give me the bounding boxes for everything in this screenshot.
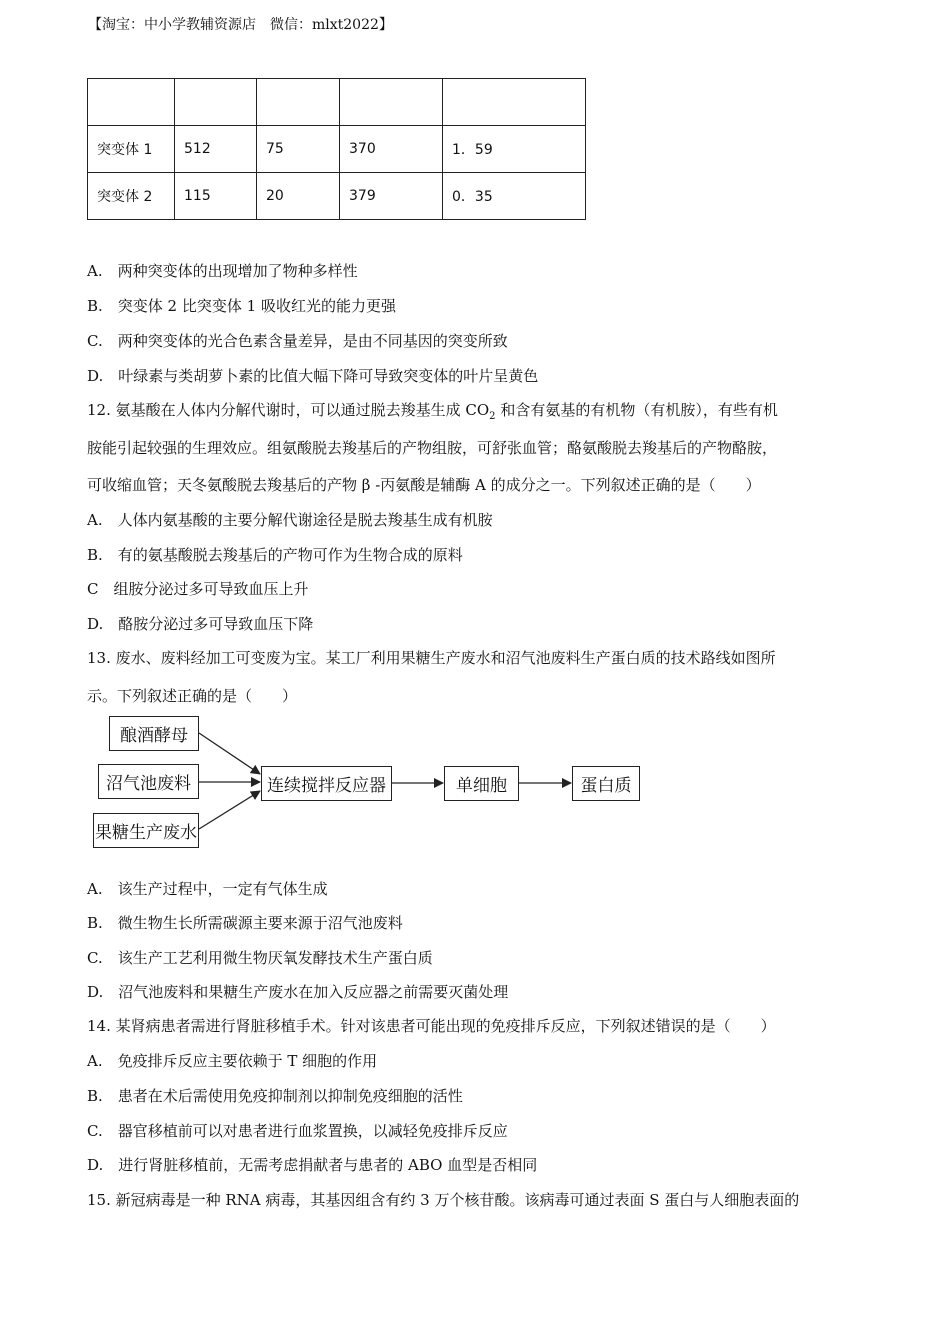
q14-option-c: C. 器官移植前可以对患者进行血浆置换，以减轻免疫排斥反应 — [87, 1122, 508, 1140]
q12-stem-line1: 12. 氨基酸在人体内分解代谢时，可以通过脱去羧基生成 $CO_2$ 和含有氨基的有机物（有机胺），有些有机 — [87, 401, 778, 422]
yeast-box: 酿酒酵母 — [109, 716, 199, 751]
table-cell: 512 — [175, 126, 257, 173]
q14-option-a: A. 免疫排斥反应主要依赖于 T 细胞的作用 — [87, 1052, 378, 1070]
fructose-wastewater-box: 果糖生产废水 — [93, 813, 199, 848]
q13-option-c: C. 该生产工艺利用微生物厌氧发酵技术生产蛋白质 — [87, 949, 433, 967]
q11-option-d: D. 叶绿素与类胡萝卜素的比值大幅下降可导致突变体的叶片呈黄色 — [87, 367, 539, 385]
table-cell: 75 — [257, 126, 340, 173]
table-cell: 0．35 — [443, 173, 586, 220]
table-cell: 1．59 — [443, 126, 586, 173]
table-cell: 379 — [340, 173, 443, 220]
q14-option-d: D. 进行肾脏移植前，无需考虑捐献者与患者的 ABO 血型是否相同 — [87, 1156, 538, 1174]
page-header: 【淘宝：中小学教辅资源店 微信：mlxt2022】 — [88, 17, 393, 33]
q11-option-a: A. 两种突变体的出现增加了物种多样性 — [87, 262, 358, 280]
q13-option-a: A. 该生产过程中，一定有气体生成 — [87, 880, 328, 898]
table-cell: 突变体 2 — [88, 173, 175, 220]
q11-option-c: C. 两种突变体的光合色素含量差异，是由不同基因的突变所致 — [87, 332, 508, 350]
q14-option-b: B. 患者在术后需使用免疫抑制剂以抑制免疫细胞的活性 — [87, 1087, 463, 1105]
table-cell: 20 — [257, 173, 340, 220]
q15-stem: 15. 新冠病毒是一种 RNA 病毒，其基因组含有约 3 万个核苷酸。该病毒可通过表面 S 蛋白与人细胞表面的 — [87, 1191, 800, 1209]
q14-stem: 14. 某肾病患者需进行肾脏移植手术。针对该患者可能出现的免疫排斥反应，下列叙述错误的是（ ） — [87, 1017, 776, 1035]
reactor-box: 连续搅拌反应器 — [261, 766, 392, 801]
biogas-waste-box: 沼气池废料 — [98, 764, 199, 799]
q13-option-d: D. 沼气池废料和果糖生产废水在加入反应器之前需要灭菌处理 — [87, 983, 509, 1001]
q12-option-c: C 组胺分泌过多可导致血压上升 — [87, 580, 309, 598]
table-cell: 115 — [175, 173, 257, 220]
q13-stem-line1: 13. 废水、废料经加工可变废为宝。某工厂利用果糖生产废水和沼气池废料生产蛋白质的技术路线如图所 — [87, 649, 776, 667]
q11-option-b: B. 突变体 2 比突变体 1 吸收红光的能力更强 — [87, 297, 396, 315]
protein-box: 蛋白质 — [572, 766, 640, 801]
q12-stem-line2: 胺能引起较强的生理效应。组氨酸脱去羧基后的产物组胺，可舒张血管；酪氨酸脱去羧基后的产物酪胺， — [87, 439, 778, 457]
q13-stem-line2: 示。下列叙述正确的是（ ） — [87, 687, 298, 705]
q12-option-d: D. 酪胺分泌过多可导致血压下降 — [87, 615, 314, 633]
table-cell: 370 — [340, 126, 443, 173]
q12-stem-line3: 可收缩血管；天冬氨酸脱去羧基后的产物 β -丙氨酸是辅酶 A 的成分之一。下列叙述正确的是（ ） — [87, 476, 761, 494]
arrow-fructose-to-reactor — [199, 791, 260, 829]
single-cell-box: 单细胞 — [444, 766, 519, 801]
arrow-yeast-to-reactor — [199, 733, 260, 774]
table-cell: 突变体 1 — [88, 126, 175, 173]
q12-option-a: A. 人体内氨基酸的主要分解代谢途径是脱去羧基生成有机胺 — [87, 511, 493, 529]
q12-option-b: B. 有的氨基酸脱去羧基后的产物可作为生物合成的原料 — [87, 546, 463, 564]
q13-option-b: B. 微生物生长所需碳源主要来源于沼气池废料 — [87, 914, 403, 932]
